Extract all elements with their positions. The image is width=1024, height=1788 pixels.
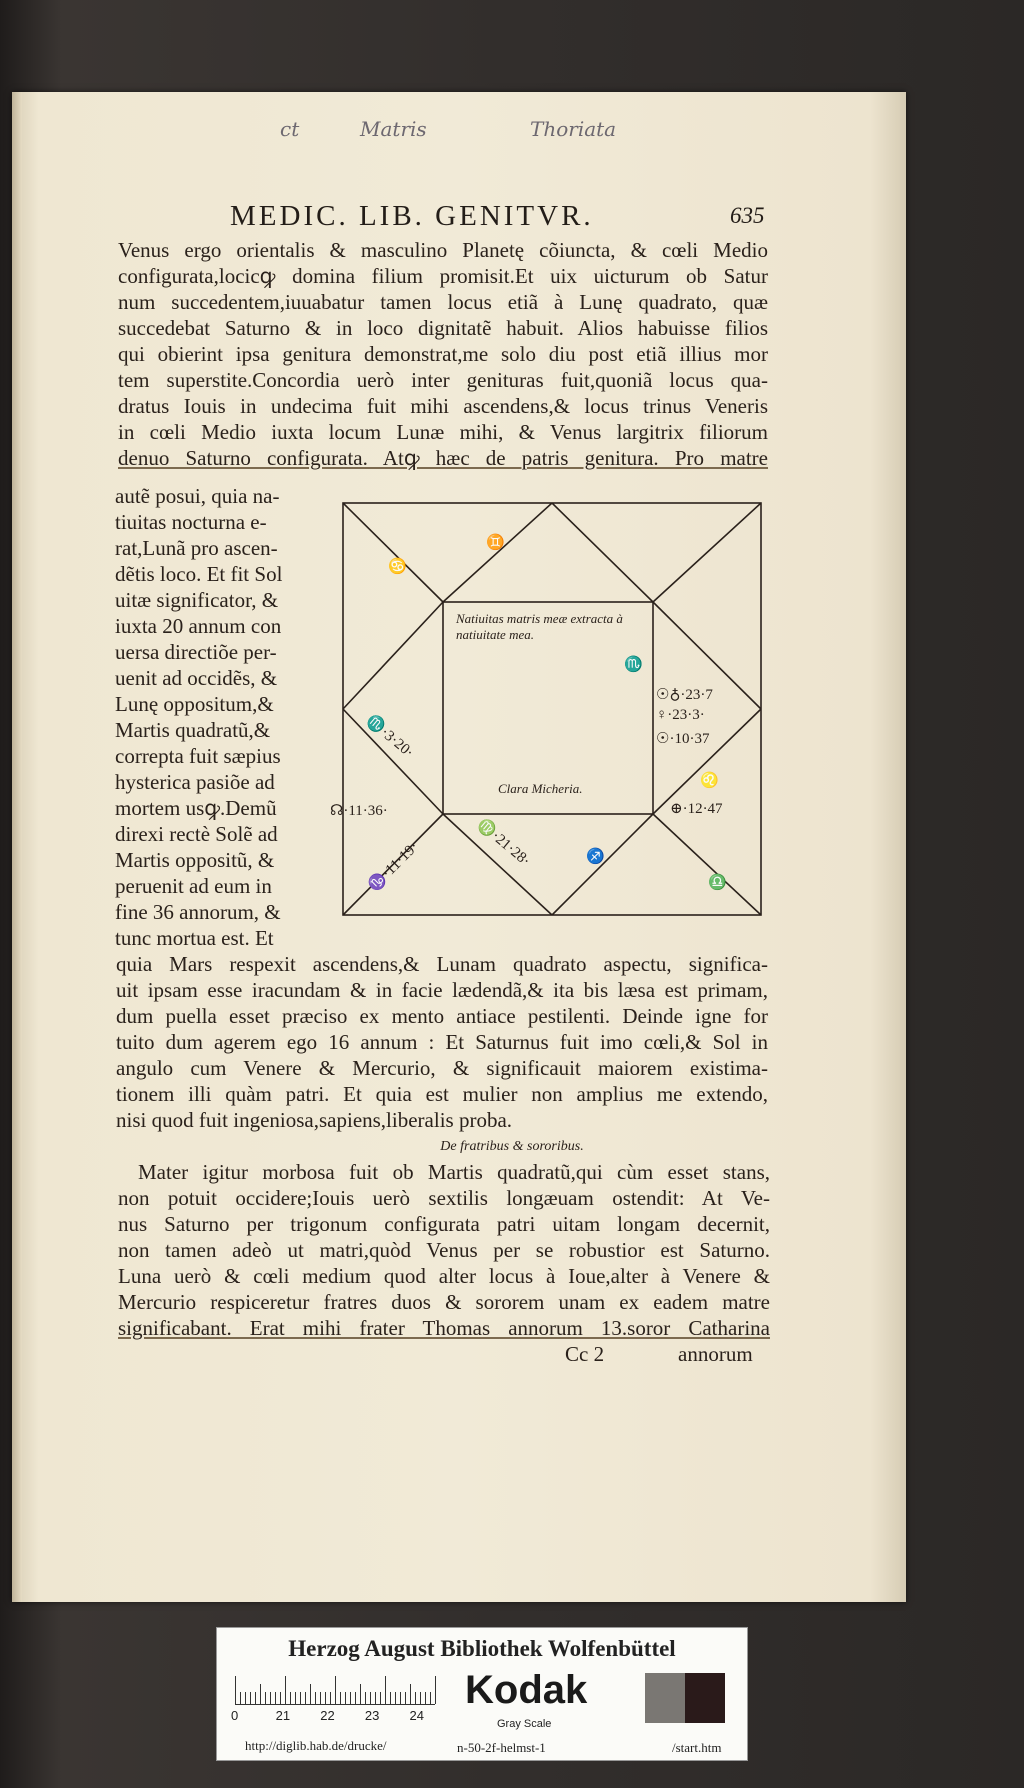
text-line: succedebat Saturno & in loco dignitatẽ habuit. Alios habuisse filios [118,316,768,340]
ruler-tick [235,1676,236,1704]
text-line: quia Mars respexit ascendens,& Lunam quadrato aspectu, significa- [116,952,768,976]
ruler-tick [410,1684,411,1704]
ruler-tick [370,1692,371,1704]
text-line: angulo cum Venere & Mercurio, & significauit maiorem existima- [116,1056,768,1080]
ruler-tick [365,1692,366,1704]
ruler-labels [231,1708,451,1723]
ruler-tick [270,1692,271,1704]
horoscope-diagram [330,499,768,919]
signature-mark: Cc 2 [565,1342,605,1366]
text-line: Luna uerò & cœli medium quod alter locus à Ioue,alter à Venere & [118,1264,770,1288]
ruler-tick [385,1676,386,1704]
url-suffix: /start.htm [672,1740,722,1755]
ruler-tick [245,1692,246,1704]
planet-entry: ♀·23·3· [656,707,705,723]
text-line: uit ipsam esse iracundam & in facie lædendã,& ita bis læsa est primam, [116,978,768,1002]
text-line: rat,Lunã pro ascen- [115,536,278,560]
text-line: correpta fuit sæpius [115,744,281,768]
planet-entry: ♎ [708,875,727,891]
gray-scale-label: Gray Scale [497,1718,552,1730]
paragraph-middle [116,951,768,1133]
ruler-tick [340,1692,341,1704]
text-line: Martis oppositũ, & [115,848,275,872]
ruler-tick [345,1692,346,1704]
planet-entry: ♏·3·20· [363,712,417,762]
catchword: annorum [678,1342,753,1366]
ruler-tick [435,1676,436,1704]
ruler-tick [330,1692,331,1704]
ruler-tick [415,1692,416,1704]
ruler-number: 24 [409,1708,424,1723]
handwritten-note-3: Thoriata [530,117,617,141]
ruler-tick [250,1692,251,1704]
section-heading: De fratribus & sororibus. [440,1139,584,1154]
ruler-tick [325,1692,326,1704]
chart-caption-bottom: Clara Micheria. [498,781,583,796]
text-line: dẽtis loco. Et fit Sol [115,562,283,586]
text-line: Mercurio respiceretur fratres duos & sororem unam ex eadem matre [118,1290,770,1314]
paragraph-bottom [118,1159,770,1341]
planet-entry: ♋ [388,559,407,575]
ruler-number: 22 [320,1708,335,1723]
page-number: 635 [730,203,765,228]
text-line: tem superstite.Concordia uerò inter genituras fuit,quoniã locus qua- [118,368,768,392]
text-line: in cœli Medio iuxta locum Lunæ mihi, & Venus largitrix filiorum [118,420,768,444]
text-line: iuxta 20 annum con [115,614,282,638]
ruler-tick [255,1692,256,1704]
text-line: dratus Iouis in undecima fuit mihi ascendens,& locus trinus Veneris [118,394,768,418]
ruler-tick [305,1692,306,1704]
text-line: mortem usꝙ.Demũ [115,796,277,820]
library-color-card [216,1627,748,1761]
ruler-tick [260,1684,261,1704]
ruler-tick [350,1692,351,1704]
text-line: tuito dum agerem ego 16 annum : Et Saturnus fuit imo cœli,& Sol in [116,1030,768,1054]
handwritten-note-1: ct [280,117,300,141]
ruler-tick [335,1676,336,1704]
text-line: Mater igitur morbosa fuit ob Martis quadratũ,qui cùm esset stans, [138,1160,770,1184]
measurement-ruler [235,1674,435,1705]
ruler-tick [390,1692,391,1704]
text-line: tunc mortua est. Et [115,926,274,950]
text-line: significabant. Erat mihi frater Thomas annorum 13.soror Catharina [118,1316,770,1340]
ruler-tick [355,1692,356,1704]
ruler-tick [400,1692,401,1704]
planet-entry: ♌ [700,773,719,789]
ruler-tick [240,1692,241,1704]
paragraph-top [118,237,768,471]
ruler-tick [425,1692,426,1704]
library-name: Herzog August Bibliothek Wolfenbüttel [288,1636,676,1661]
ruler-tick [420,1692,421,1704]
gray-swatch [645,1673,685,1723]
ruler-tick [430,1692,431,1704]
shelfmark: n-50-2f-helmst-1 [457,1740,546,1755]
ruler-number: 23 [364,1708,380,1723]
text-line: nisi quod fuit ingeniosa,sapiens,liberalis proba. [116,1108,513,1132]
page-gutter [12,92,22,1602]
text-line: hysterica pasiõe ad [115,770,275,794]
ruler-tick [405,1692,406,1704]
chart-caption-top: Natiuitas matris meæ extracta à natiuitate mea. [456,611,623,642]
running-title: MEDIC. LIB. GENITVR. [230,200,594,232]
ruler-tick [360,1684,361,1704]
ruler-tick [285,1676,286,1704]
text-line: tionem illi quàm patri. Et quia est mulier non amplius me extendo, [116,1082,768,1106]
dark-swatch [685,1673,725,1723]
ruler-tick [275,1692,276,1704]
planet-entry: ☊·11·36· [330,803,388,819]
text-line: dum puella esset præciso ex mento antiace pestilenti. Deinde igne for [116,1004,768,1028]
text-line: nus Saturno per trigonum configurata patri uitam longam decernit, [118,1212,770,1236]
kodak-logo: Kodak [465,1668,588,1712]
text-line: uenit ad occidẽs, & [115,666,278,690]
text-line: qui obierint ipsa genitura demonstrat,me solo diu post etiã illius mor [118,342,768,366]
text-line: uersa directiõe per- [115,640,277,664]
ruler-tick [320,1692,321,1704]
planet-entry: ♍·21·28· [473,816,534,870]
planet-entry: ⊕·12·47 [670,801,723,817]
text-line: tiuitas nocturna e- [115,510,267,534]
text-line: Lunę oppositum,& [115,692,274,716]
text-line: Venus ergo orientalis & masculino Planetę cõiuncta, & cœli Medio [118,238,768,262]
ruler-tick [280,1692,281,1704]
ruler-tick [265,1692,266,1704]
ruler-tick [310,1684,311,1704]
planet-entry: ☉·10·37 [656,731,710,747]
ruler-tick [315,1692,316,1704]
text-line: non tamen adeò ut matri,quòd Venus per se robustior est Saturno. [118,1238,770,1262]
ruler-tick [380,1692,381,1704]
text-line: peruenit ad eum in [115,874,272,898]
planet-entry: ♐ [586,849,605,865]
text-line: autẽ posui, quia na- [115,484,280,508]
planet-entry: ☉♁·23·7 [656,687,713,703]
ruler-tick [375,1692,376,1704]
library-url: http://diglib.hab.de/drucke/ [245,1738,387,1753]
ruler-number: 21 [275,1708,291,1723]
ruler-tick [290,1692,291,1704]
text-line: direxi rectè Solẽ ad [115,822,278,846]
ruler-tick [295,1692,296,1704]
planet-entry: ♏ [624,657,643,673]
text-line: denuo Saturno configurata. Atꝙ hæc de patris genitura. Pro matre [118,446,768,470]
ruler-number: 0 [231,1708,239,1723]
side-column-text [115,483,310,951]
text-line: num succedentem,iuuabatur tamen locus etiã à Lunę quadrato, quæ [118,290,768,314]
handwritten-note-2: Matris [360,117,427,141]
ruler-tick [395,1692,396,1704]
text-line: uitæ significator, & [115,588,279,612]
text-line: configurata,locicꝙ domina filium promisit.Et uix uicturum ob Satur [118,264,768,288]
planet-entry: ♑·11·19· [365,838,422,895]
text-line: fine 36 annorum, & [115,900,281,924]
planet-entry: ♊ [486,535,505,551]
ruler-tick [300,1692,301,1704]
text-line: Martis quadratũ,& [115,718,271,742]
text-line: non potuit occidere;Iouis uerò sextilis longæuam ostendit: At Ve- [118,1186,770,1210]
